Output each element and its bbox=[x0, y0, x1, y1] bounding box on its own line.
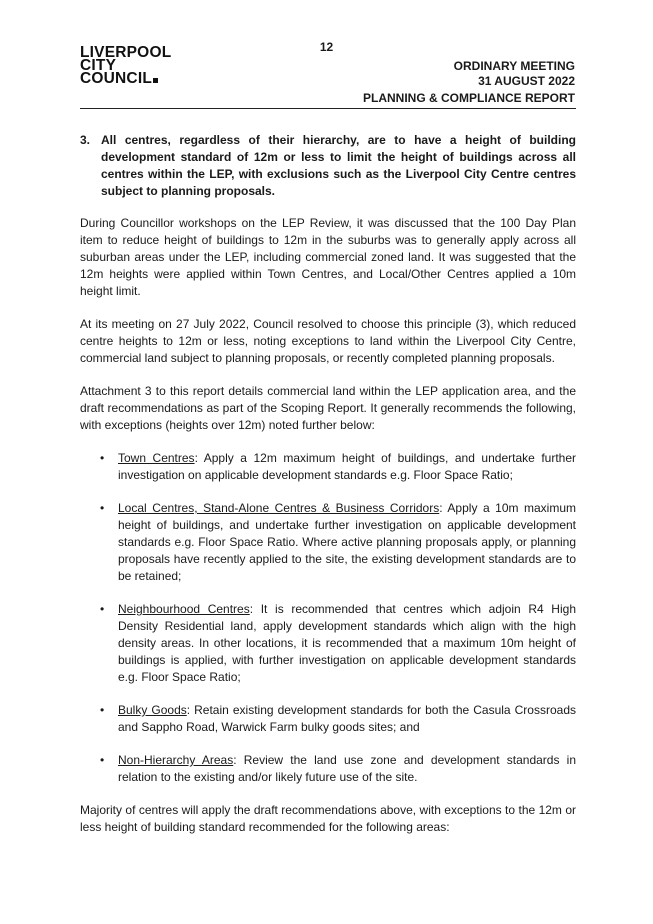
list-item-town-centres bbox=[80, 450, 576, 484]
item-text: All centres, regardless of their hierarchy, are to have a height of building development standard of 12m or less to limit the height of buildings across all centres within the LEP, with exclusions such as the Liverpool City Centre centres subject to planning proposals. bbox=[101, 133, 576, 198]
meeting-header bbox=[454, 59, 575, 89]
list-item-term: Non-Hierarchy Areas bbox=[118, 753, 234, 767]
page-number: 12 bbox=[319, 40, 334, 54]
list-item-bulky-goods bbox=[80, 702, 576, 736]
header-divider bbox=[80, 108, 576, 109]
item-number: 3. bbox=[80, 133, 91, 147]
list-item-text: : Retain existing development standards for both the Casula Crossroads and Sappho Road, Warwick Farm bulky goods sites; and bbox=[118, 703, 576, 734]
list-item-local-centres bbox=[80, 500, 576, 585]
document-body bbox=[80, 132, 576, 852]
list-item-term: Bulky Goods bbox=[118, 703, 187, 717]
logo-square-icon bbox=[153, 78, 158, 83]
list-item-term: Town Centres bbox=[118, 451, 195, 465]
bullet-icon: • bbox=[100, 451, 105, 465]
list-item-non-hierarchy-areas bbox=[80, 752, 576, 786]
list-item-text: : Review the land use zone and development standards in relation to the existing and/or likely future use of the site. bbox=[118, 753, 576, 784]
paragraph-attachment-3: Attachment 3 to this report details commercial land within the LEP application area, and the draft recommendations as part of the Scoping Report. It generally recommends the following, with exceptions (heights over 12m) noted further below: bbox=[80, 384, 576, 432]
paragraph-workshops: During Councillor workshops on the LEP Review, it was discussed that the 100 Day Plan item to reduce height of buildings to 12m in the suburbs was to generally apply across all suburban areas under the LEP, including commercial zoned land. It was suggested that the 12m heights were applied within Town Centres, and Local/Other Centres applied a 10m height limit. bbox=[80, 216, 576, 298]
logo-line-3 bbox=[80, 72, 171, 85]
meeting-date: 31 AUGUST 2022 bbox=[478, 74, 575, 88]
list-item-neighbourhood-centres bbox=[80, 601, 576, 686]
list-item-text: : It is recommended that centres which adjoin R4 High Density Residential land, apply development standards which align with the high density areas. In other locations, it is recommended that a maximum 10m height of buildings is applied, with further investigation on applicable development standards e.g. Floor Space Ratio; bbox=[118, 602, 576, 684]
list-item-text: : Apply a 10m maximum height of buildings, and undertake further investigation on applicable development standards e.g. Floor Space Ratio. Where active planning proposals apply, or planning proposals have recently applied to the site, the existing development standards are to be retained; bbox=[118, 501, 576, 583]
bullet-icon: • bbox=[100, 501, 105, 515]
list-item-term: Local Centres, Stand-Alone Centres & Business Corridors bbox=[118, 501, 440, 515]
logo-line-1: LIVERPOOL bbox=[80, 44, 172, 61]
paragraph-majority-of-centres: Majority of centres will apply the draft recommendations above, with exceptions to the 12m or less height of building standard recommended for the following areas: bbox=[80, 803, 576, 834]
report-title: PLANNING & COMPLIANCE REPORT bbox=[362, 91, 575, 105]
bullet-icon: • bbox=[100, 753, 105, 767]
paragraph-council-resolution: At its meeting on 27 July 2022, Council resolved to choose this principle (3), which reduced centre heights to 12m or less, noting exceptions to land within the Liverpool City Centre, commercial land subject to planning proposals, or recently completed planning proposals. bbox=[80, 317, 576, 365]
bullet-icon: • bbox=[100, 703, 105, 717]
logo-line-3-text: COUNCIL bbox=[80, 70, 153, 87]
numbered-item-3 bbox=[80, 132, 576, 200]
meeting-name: ORDINARY MEETING bbox=[453, 59, 575, 73]
liverpool-city-council-logo bbox=[80, 46, 171, 85]
list-item-text: : Apply a 12m maximum height of buildings, and undertake further investigation on applicable development standards e.g. Floor Space Ratio; bbox=[118, 451, 576, 482]
logo-line-2: CITY bbox=[80, 57, 117, 74]
bullet-icon: • bbox=[100, 602, 105, 616]
list-item-term: Neighbourhood Centres bbox=[118, 602, 250, 616]
recommendations-list bbox=[80, 450, 576, 786]
